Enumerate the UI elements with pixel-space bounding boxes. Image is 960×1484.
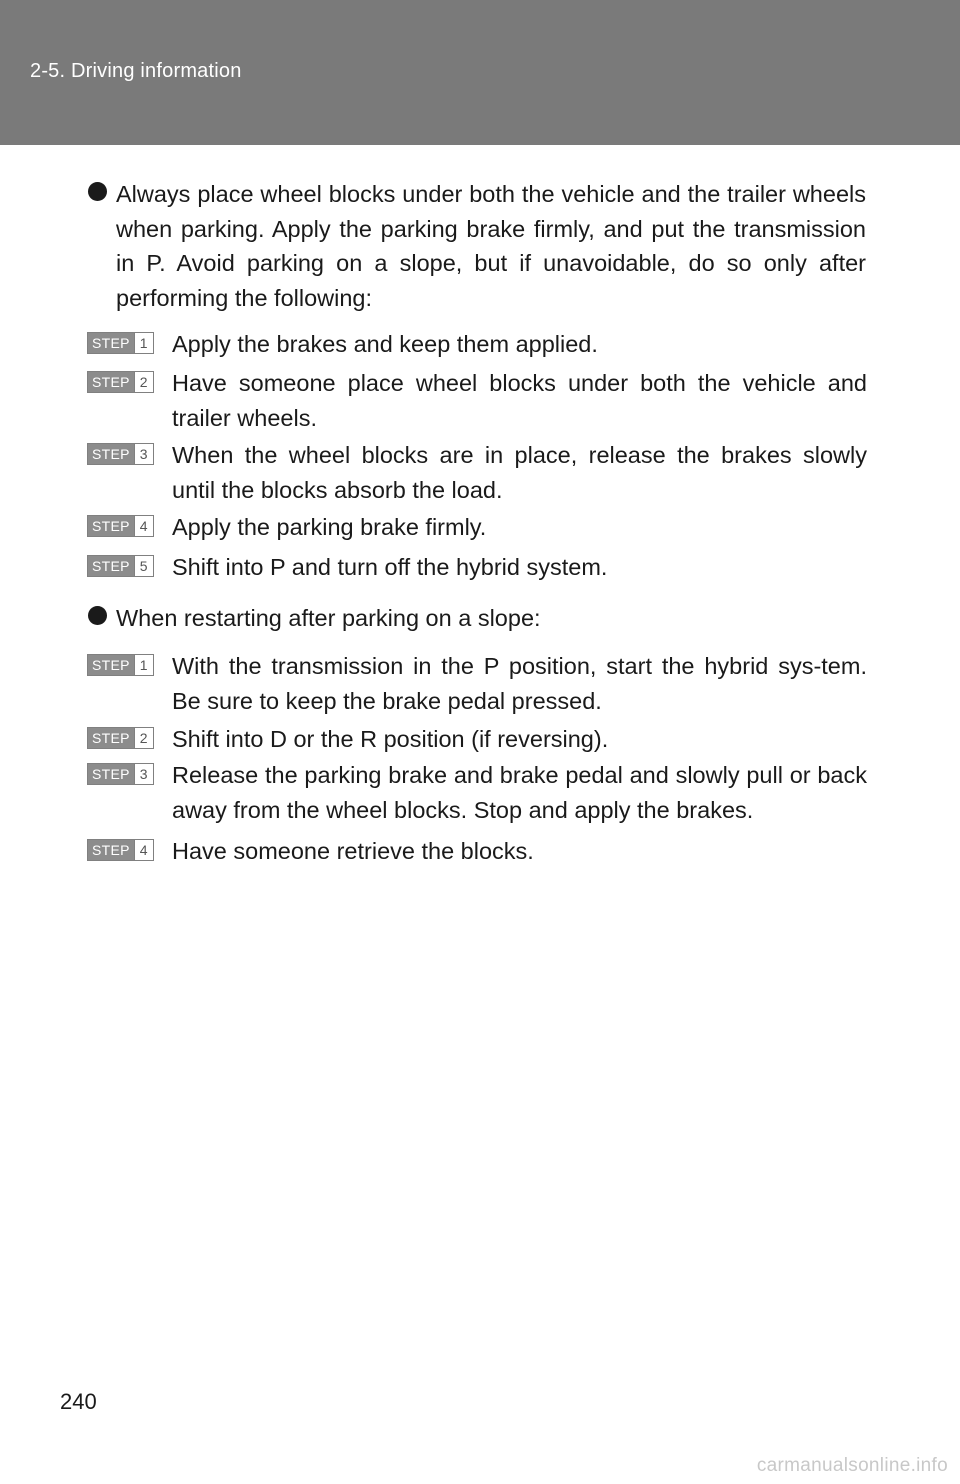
step-number: 3 [134,444,153,464]
parking-step-4 [87,510,867,545]
step-text: With the transmission in the P position, start the hybrid sys-tem. Be sure to keep the brake pedal pressed. [172,653,867,714]
parking-step-3 [87,438,867,507]
bullet-restarting-on-slope [88,601,866,636]
step-badge [87,555,154,577]
section-title: 2-5. Driving information [30,60,242,82]
step-text: Shift into D or the R position (if reversing). [172,726,609,752]
step-number: 5 [134,556,153,576]
restart-step-3 [87,758,867,827]
step-label: STEP [88,840,134,860]
step-number: 1 [134,655,153,675]
restart-step-4 [87,834,867,869]
bullet-text: When restarting after parking on a slope: [116,605,541,631]
step-label: STEP [88,444,134,464]
step-text: Have someone place wheel blocks under both the vehicle and trailer wheels. [172,370,867,431]
step-badge [87,332,154,354]
page-number: 240 [60,1389,97,1414]
step-number: 3 [134,764,153,784]
step-text: Apply the brakes and keep them applied. [172,331,598,357]
step-text: When the wheel blocks are in place, release the brakes slowly until the blocks absorb the load. [172,442,867,503]
parking-step-2 [87,366,867,435]
step-number: 2 [134,728,153,748]
page-header-band [0,0,960,145]
step-number: 2 [134,372,153,392]
step-label: STEP [88,655,134,675]
step-text: Shift into P and turn off the hybrid system. [172,554,608,580]
step-badge [87,727,154,749]
watermark-text: carmanualsonline.info [756,1455,948,1476]
restart-step-1 [87,649,867,718]
step-text: Have someone retrieve the blocks. [172,838,534,864]
step-badge [87,654,154,676]
step-number: 1 [134,333,153,353]
step-label: STEP [88,728,134,748]
parking-step-5 [87,550,867,585]
restart-step-2 [87,722,867,757]
step-label: STEP [88,556,134,576]
bullet-dot-icon [88,182,107,201]
bullet-dot-icon [88,606,107,625]
step-number: 4 [134,516,153,536]
step-number: 4 [134,840,153,860]
step-text: Apply the parking brake firmly. [172,514,487,540]
bullet-parking-on-slope [88,177,866,315]
step-badge [87,515,154,537]
step-badge [87,763,154,785]
step-badge [87,839,154,861]
step-label: STEP [88,516,134,536]
step-label: STEP [88,764,134,784]
step-text: Release the parking brake and brake pedal and slowly pull or back away from the wheel blocks. Stop and apply the brakes. [172,762,867,823]
step-badge [87,371,154,393]
parking-step-1 [87,327,867,362]
bullet-text: Always place wheel blocks under both the vehicle and the trailer wheels when parking. Apply the parking brake firmly, and put the transmission in P. Avoid parking on a slope, but if unavoidable, do so only after performing the following: [116,181,866,311]
step-label: STEP [88,333,134,353]
step-label: STEP [88,372,134,392]
step-badge [87,443,154,465]
